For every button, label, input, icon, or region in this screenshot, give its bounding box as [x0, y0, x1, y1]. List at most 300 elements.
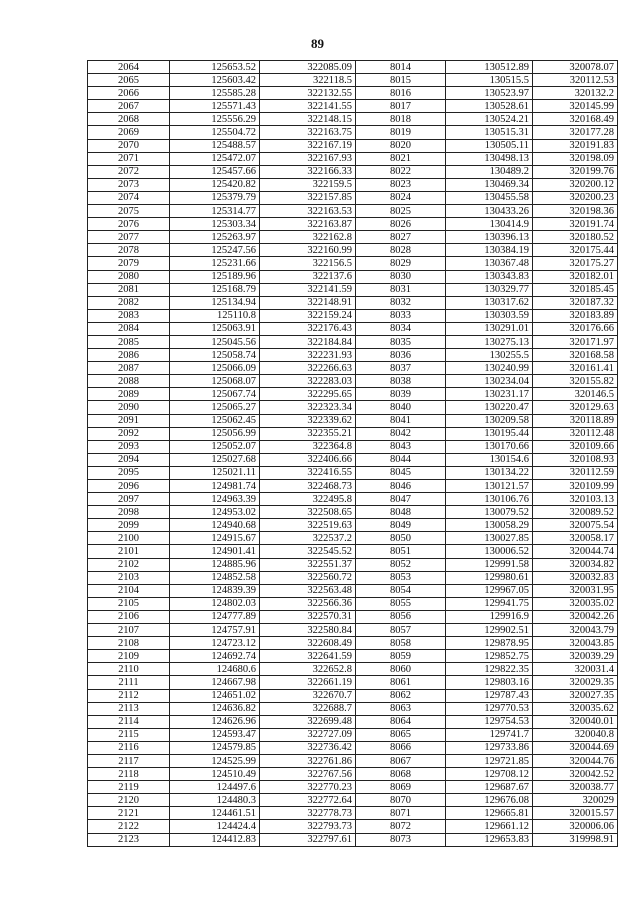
- table-cell-y-coordinate: 320168.58: [533, 349, 618, 362]
- table-row: [88, 191, 618, 204]
- table-cell-x-coordinate: 129741.7: [446, 728, 533, 741]
- table-cell-y-coordinate: 322652.8: [260, 663, 356, 676]
- table-cell-point-number: 8025: [356, 205, 446, 218]
- table-cell-y-coordinate: 320112.53: [533, 74, 618, 87]
- table-cell-y-coordinate: 322163.75: [260, 126, 356, 139]
- table-cell-x-coordinate: 124723.12: [170, 637, 260, 650]
- table-cell-y-coordinate: 320198.09: [533, 152, 618, 165]
- table-cell-point-number: 8048: [356, 506, 446, 519]
- table-cell-x-coordinate: 124651.02: [170, 689, 260, 702]
- table-row: [88, 440, 618, 453]
- table-cell-y-coordinate: 322163.87: [260, 218, 356, 231]
- table-cell-x-coordinate: 125134.94: [170, 296, 260, 309]
- table-cell-x-coordinate: 129754.53: [446, 715, 533, 728]
- table-cell-y-coordinate: 320044.69: [533, 741, 618, 754]
- table-cell-y-coordinate: 320044.76: [533, 754, 618, 767]
- table-cell-x-coordinate: 124636.82: [170, 702, 260, 715]
- table-cell-point-number: 2087: [88, 362, 170, 375]
- table-cell-x-coordinate: 129787.43: [446, 689, 533, 702]
- table-row: [88, 61, 618, 74]
- table-cell-point-number: 8063: [356, 702, 446, 715]
- table-row: [88, 178, 618, 191]
- table-cell-y-coordinate: 320029.35: [533, 676, 618, 689]
- table-cell-point-number: 8029: [356, 257, 446, 270]
- table-cell-y-coordinate: 320145.99: [533, 100, 618, 113]
- table-cell-x-coordinate: 124680.6: [170, 663, 260, 676]
- table-cell-y-coordinate: 322563.48: [260, 584, 356, 597]
- table-cell-y-coordinate: 322537.2: [260, 532, 356, 545]
- table-row: [88, 728, 618, 741]
- table-cell-y-coordinate: 322566.36: [260, 597, 356, 610]
- table-cell-y-coordinate: 322608.49: [260, 637, 356, 650]
- table-cell-y-coordinate: 322167.93: [260, 152, 356, 165]
- table-cell-x-coordinate: 124777.89: [170, 610, 260, 623]
- table-cell-y-coordinate: 322778.73: [260, 807, 356, 820]
- table-cell-y-coordinate: 322797.61: [260, 833, 356, 846]
- table-row: [88, 702, 618, 715]
- table-cell-x-coordinate: 129665.81: [446, 807, 533, 820]
- table-row: [88, 126, 618, 139]
- table-cell-x-coordinate: 130528.61: [446, 100, 533, 113]
- table-cell-x-coordinate: 124667.98: [170, 676, 260, 689]
- table-cell-x-coordinate: 130498.13: [446, 152, 533, 165]
- table-cell-y-coordinate: 320146.5: [533, 388, 618, 401]
- table-cell-x-coordinate: 129687.67: [446, 781, 533, 794]
- table-row: [88, 624, 618, 637]
- table-cell-y-coordinate: 320058.17: [533, 532, 618, 545]
- table-cell-point-number: 2072: [88, 165, 170, 178]
- table-cell-y-coordinate: 320038.77: [533, 781, 618, 794]
- table-cell-x-coordinate: 125021.11: [170, 466, 260, 479]
- table-cell-x-coordinate: 130433.26: [446, 205, 533, 218]
- table-cell-point-number: 8046: [356, 480, 446, 493]
- table-cell-y-coordinate: 322772.64: [260, 794, 356, 807]
- table-row: [88, 794, 618, 807]
- table-cell-x-coordinate: 124852.58: [170, 571, 260, 584]
- table-cell-x-coordinate: 125571.43: [170, 100, 260, 113]
- table-cell-x-coordinate: 124579.85: [170, 741, 260, 754]
- table-cell-point-number: 8019: [356, 126, 446, 139]
- table-cell-point-number: 2096: [88, 480, 170, 493]
- table-row: [88, 257, 618, 270]
- table-cell-point-number: 2074: [88, 191, 170, 204]
- table-cell-x-coordinate: 124692.74: [170, 650, 260, 663]
- table-cell-point-number: 8056: [356, 610, 446, 623]
- table-cell-point-number: 8037: [356, 362, 446, 375]
- table-cell-point-number: 8070: [356, 794, 446, 807]
- table-cell-x-coordinate: 129708.12: [446, 768, 533, 781]
- table-cell-y-coordinate: 322167.19: [260, 139, 356, 152]
- table-cell-point-number: 8049: [356, 519, 446, 532]
- table-cell-point-number: 8065: [356, 728, 446, 741]
- table-cell-point-number: 2085: [88, 335, 170, 348]
- table-cell-point-number: 8072: [356, 820, 446, 833]
- table-cell-point-number: 8031: [356, 283, 446, 296]
- table-cell-point-number: 2104: [88, 584, 170, 597]
- table-cell-x-coordinate: 130396.13: [446, 231, 533, 244]
- table-cell-x-coordinate: 125065.27: [170, 401, 260, 414]
- table-cell-y-coordinate: 320078.07: [533, 61, 618, 74]
- table-row: [88, 165, 618, 178]
- table-row: [88, 558, 618, 571]
- table-cell-point-number: 2120: [88, 794, 170, 807]
- table-cell-y-coordinate: 322163.53: [260, 205, 356, 218]
- table-cell-y-coordinate: 322355.21: [260, 427, 356, 440]
- table-cell-x-coordinate: 124510.49: [170, 768, 260, 781]
- table-cell-point-number: 8018: [356, 113, 446, 126]
- table-cell-point-number: 8022: [356, 165, 446, 178]
- table-row: [88, 571, 618, 584]
- table-cell-point-number: 8054: [356, 584, 446, 597]
- table-row: [88, 322, 618, 335]
- table-cell-y-coordinate: 322283.03: [260, 375, 356, 388]
- table-cell-point-number: 2108: [88, 637, 170, 650]
- table-cell-x-coordinate: 130240.99: [446, 362, 533, 375]
- table-cell-point-number: 8041: [356, 414, 446, 427]
- table-cell-x-coordinate: 125068.07: [170, 375, 260, 388]
- table-cell-point-number: 8062: [356, 689, 446, 702]
- table-cell-x-coordinate: 124963.39: [170, 493, 260, 506]
- table-cell-y-coordinate: 322118.5: [260, 74, 356, 87]
- table-cell-point-number: 2086: [88, 349, 170, 362]
- table-cell-point-number: 8043: [356, 440, 446, 453]
- table-cell-y-coordinate: 322085.09: [260, 61, 356, 74]
- table-cell-point-number: 2119: [88, 781, 170, 794]
- table-cell-y-coordinate: 322323.34: [260, 401, 356, 414]
- table-cell-y-coordinate: 322560.72: [260, 571, 356, 584]
- table-cell-point-number: 8051: [356, 545, 446, 558]
- table-cell-x-coordinate: 129653.83: [446, 833, 533, 846]
- table-cell-y-coordinate: 322406.66: [260, 453, 356, 466]
- table-cell-y-coordinate: 320132.2: [533, 87, 618, 100]
- table-cell-x-coordinate: 130515.31: [446, 126, 533, 139]
- table-cell-y-coordinate: 320109.99: [533, 480, 618, 493]
- table-cell-point-number: 2081: [88, 283, 170, 296]
- table-row: [88, 309, 618, 322]
- table-cell-y-coordinate: 320185.45: [533, 283, 618, 296]
- table-cell-point-number: 8055: [356, 597, 446, 610]
- table-cell-point-number: 2118: [88, 768, 170, 781]
- table-cell-y-coordinate: 320089.52: [533, 506, 618, 519]
- table-cell-x-coordinate: 125603.42: [170, 74, 260, 87]
- table-row: [88, 427, 618, 440]
- table-cell-point-number: 2080: [88, 270, 170, 283]
- table-cell-y-coordinate: 320175.44: [533, 244, 618, 257]
- table-cell-y-coordinate: 320032.83: [533, 571, 618, 584]
- table-row: [88, 74, 618, 87]
- table-cell-y-coordinate: 322159.5: [260, 178, 356, 191]
- table-cell-point-number: 2110: [88, 663, 170, 676]
- table-cell-y-coordinate: 320040.01: [533, 715, 618, 728]
- table-cell-point-number: 2077: [88, 231, 170, 244]
- table-cell-x-coordinate: 125472.07: [170, 152, 260, 165]
- table-cell-y-coordinate: 322231.93: [260, 349, 356, 362]
- table-cell-x-coordinate: 129991.58: [446, 558, 533, 571]
- table-cell-x-coordinate: 130255.5: [446, 349, 533, 362]
- table-cell-x-coordinate: 130469.34: [446, 178, 533, 191]
- table-cell-point-number: 2075: [88, 205, 170, 218]
- table-cell-y-coordinate: 322159.24: [260, 309, 356, 322]
- table-cell-y-coordinate: 319998.91: [533, 833, 618, 846]
- table-row: [88, 218, 618, 231]
- table-cell-point-number: 8017: [356, 100, 446, 113]
- table-row: [88, 833, 618, 846]
- table-cell-x-coordinate: 130079.52: [446, 506, 533, 519]
- table-cell-y-coordinate: 320198.36: [533, 205, 618, 218]
- table-cell-y-coordinate: 322551.37: [260, 558, 356, 571]
- table-cell-y-coordinate: 320200.23: [533, 191, 618, 204]
- table-cell-x-coordinate: 125168.79: [170, 283, 260, 296]
- table-cell-point-number: 8016: [356, 87, 446, 100]
- table-cell-x-coordinate: 124412.83: [170, 833, 260, 846]
- table-cell-x-coordinate: 124839.39: [170, 584, 260, 597]
- table-cell-x-coordinate: 125062.45: [170, 414, 260, 427]
- table-cell-x-coordinate: 129852.75: [446, 650, 533, 663]
- table-cell-y-coordinate: 322508.65: [260, 506, 356, 519]
- table-cell-point-number: 8042: [356, 427, 446, 440]
- table-cell-y-coordinate: 320042.52: [533, 768, 618, 781]
- table-cell-y-coordinate: 320118.89: [533, 414, 618, 427]
- table-cell-x-coordinate: 130505.11: [446, 139, 533, 152]
- table-cell-point-number: 8068: [356, 768, 446, 781]
- table-cell-x-coordinate: 129803.16: [446, 676, 533, 689]
- table-cell-y-coordinate: 320075.54: [533, 519, 618, 532]
- table-row: [88, 807, 618, 820]
- table-cell-point-number: 8039: [356, 388, 446, 401]
- table-cell-y-coordinate: 320108.93: [533, 453, 618, 466]
- table-cell-y-coordinate: 322793.73: [260, 820, 356, 833]
- table-cell-point-number: 8035: [356, 335, 446, 348]
- table-row: [88, 87, 618, 100]
- page-number: 89: [311, 36, 324, 51]
- table-row: [88, 676, 618, 689]
- table-cell-x-coordinate: 125231.66: [170, 257, 260, 270]
- table-cell-x-coordinate: 130121.57: [446, 480, 533, 493]
- table-cell-point-number: 8020: [356, 139, 446, 152]
- table-cell-point-number: 2107: [88, 624, 170, 637]
- table-cell-y-coordinate: 320040.8: [533, 728, 618, 741]
- table-row: [88, 597, 618, 610]
- table-cell-point-number: 8032: [356, 296, 446, 309]
- table-cell-y-coordinate: 322295.65: [260, 388, 356, 401]
- table-cell-y-coordinate: 320171.97: [533, 335, 618, 348]
- table-cell-x-coordinate: 130317.62: [446, 296, 533, 309]
- table-cell-y-coordinate: 320155.82: [533, 375, 618, 388]
- table-cell-point-number: 8057: [356, 624, 446, 637]
- table-cell-y-coordinate: 322727.09: [260, 728, 356, 741]
- table-cell-point-number: 2093: [88, 440, 170, 453]
- table-cell-x-coordinate: 130515.5: [446, 74, 533, 87]
- table-cell-x-coordinate: 124757.91: [170, 624, 260, 637]
- table-row: [88, 414, 618, 427]
- table-cell-point-number: 8027: [356, 231, 446, 244]
- table-cell-x-coordinate: 124461.51: [170, 807, 260, 820]
- table-row: [88, 270, 618, 283]
- table-cell-point-number: 8067: [356, 754, 446, 767]
- table-cell-y-coordinate: 320044.74: [533, 545, 618, 558]
- table-cell-x-coordinate: 129733.86: [446, 741, 533, 754]
- table-row: [88, 493, 618, 506]
- table-cell-x-coordinate: 124480.3: [170, 794, 260, 807]
- table-cell-x-coordinate: 130512.89: [446, 61, 533, 74]
- table-cell-x-coordinate: 125063.91: [170, 322, 260, 335]
- table-cell-y-coordinate: 320035.62: [533, 702, 618, 715]
- table-cell-y-coordinate: 320112.48: [533, 427, 618, 440]
- table-cell-y-coordinate: 320035.02: [533, 597, 618, 610]
- table-cell-x-coordinate: 125653.52: [170, 61, 260, 74]
- table-cell-y-coordinate: 322160.99: [260, 244, 356, 257]
- table-cell-x-coordinate: 129967.05: [446, 584, 533, 597]
- table-row: [88, 152, 618, 165]
- table-cell-x-coordinate: 125314.77: [170, 205, 260, 218]
- table-cell-y-coordinate: 322519.63: [260, 519, 356, 532]
- table-cell-point-number: 2068: [88, 113, 170, 126]
- table-cell-x-coordinate: 130343.83: [446, 270, 533, 283]
- table-cell-point-number: 8052: [356, 558, 446, 571]
- table-cell-y-coordinate: 322570.31: [260, 610, 356, 623]
- table-cell-point-number: 2067: [88, 100, 170, 113]
- table-cell-x-coordinate: 124497.6: [170, 781, 260, 794]
- table-cell-x-coordinate: 125056.99: [170, 427, 260, 440]
- table-cell-y-coordinate: 320109.66: [533, 440, 618, 453]
- table-cell-y-coordinate: 320180.52: [533, 231, 618, 244]
- table-cell-y-coordinate: 320175.27: [533, 257, 618, 270]
- table-row: [88, 231, 618, 244]
- table-cell-x-coordinate: 129878.95: [446, 637, 533, 650]
- table-cell-y-coordinate: 322137.6: [260, 270, 356, 283]
- table-cell-y-coordinate: 322468.73: [260, 480, 356, 493]
- table-cell-x-coordinate: 130275.13: [446, 335, 533, 348]
- table-cell-x-coordinate: 130231.17: [446, 388, 533, 401]
- table-row: [88, 375, 618, 388]
- coordinates-table-body: [88, 61, 618, 847]
- table-cell-x-coordinate: 130489.2: [446, 165, 533, 178]
- table-cell-y-coordinate: 322176.43: [260, 322, 356, 335]
- table-cell-y-coordinate: 320187.32: [533, 296, 618, 309]
- table-cell-x-coordinate: 125488.57: [170, 139, 260, 152]
- table-cell-point-number: 8015: [356, 74, 446, 87]
- table-cell-point-number: 8066: [356, 741, 446, 754]
- table-cell-x-coordinate: 130303.59: [446, 309, 533, 322]
- table-cell-y-coordinate: 322148.15: [260, 113, 356, 126]
- table-cell-x-coordinate: 130524.21: [446, 113, 533, 126]
- table-cell-point-number: 8040: [356, 401, 446, 414]
- table-cell-x-coordinate: 129941.75: [446, 597, 533, 610]
- table-cell-y-coordinate: 322770.23: [260, 781, 356, 794]
- table-cell-point-number: 2113: [88, 702, 170, 715]
- table-cell-y-coordinate: 322661.19: [260, 676, 356, 689]
- table-row: [88, 781, 618, 794]
- table-cell-x-coordinate: 124885.96: [170, 558, 260, 571]
- table-row: [88, 650, 618, 663]
- table-cell-x-coordinate: 125457.66: [170, 165, 260, 178]
- table-cell-y-coordinate: 320043.79: [533, 624, 618, 637]
- table-cell-point-number: 2101: [88, 545, 170, 558]
- table-row: [88, 205, 618, 218]
- table-row: [88, 244, 618, 257]
- table-cell-x-coordinate: 129770.53: [446, 702, 533, 715]
- table-cell-y-coordinate: 320129.63: [533, 401, 618, 414]
- table-cell-point-number: 2121: [88, 807, 170, 820]
- table-cell-point-number: 8024: [356, 191, 446, 204]
- table-cell-point-number: 8038: [356, 375, 446, 388]
- table-cell-point-number: 2073: [88, 178, 170, 191]
- table-cell-point-number: 8047: [356, 493, 446, 506]
- table-cell-x-coordinate: 124626.96: [170, 715, 260, 728]
- table-row: [88, 466, 618, 479]
- table-cell-x-coordinate: 129822.35: [446, 663, 533, 676]
- table-cell-y-coordinate: 322166.33: [260, 165, 356, 178]
- table-cell-x-coordinate: 124525.99: [170, 754, 260, 767]
- table-cell-x-coordinate: 130455.58: [446, 191, 533, 204]
- table-cell-point-number: 2098: [88, 506, 170, 519]
- table-cell-y-coordinate: 320183.89: [533, 309, 618, 322]
- table-cell-point-number: 2117: [88, 754, 170, 767]
- table-cell-x-coordinate: 130195.44: [446, 427, 533, 440]
- table-row: [88, 768, 618, 781]
- table-cell-point-number: 2094: [88, 453, 170, 466]
- table-cell-x-coordinate: 125045.56: [170, 335, 260, 348]
- table-cell-y-coordinate: 320034.82: [533, 558, 618, 571]
- table-cell-x-coordinate: 124981.74: [170, 480, 260, 493]
- table-cell-point-number: 8021: [356, 152, 446, 165]
- table-cell-y-coordinate: 322767.56: [260, 768, 356, 781]
- table-cell-y-coordinate: 322162.8: [260, 231, 356, 244]
- table-cell-x-coordinate: 124593.47: [170, 728, 260, 741]
- table-row: [88, 545, 618, 558]
- table-cell-x-coordinate: 124940.68: [170, 519, 260, 532]
- table-cell-point-number: 8064: [356, 715, 446, 728]
- table-cell-y-coordinate: 322670.7: [260, 689, 356, 702]
- table-cell-point-number: 8045: [356, 466, 446, 479]
- table-cell-point-number: 8028: [356, 244, 446, 257]
- table-cell-x-coordinate: 130106.76: [446, 493, 533, 506]
- table-cell-point-number: 2079: [88, 257, 170, 270]
- table-cell-x-coordinate: 125066.09: [170, 362, 260, 375]
- table-row: [88, 754, 618, 767]
- table-cell-point-number: 2076: [88, 218, 170, 231]
- table-row: [88, 519, 618, 532]
- table-cell-y-coordinate: 320168.49: [533, 113, 618, 126]
- table-row: [88, 506, 618, 519]
- table-cell-point-number: 2103: [88, 571, 170, 584]
- table-cell-y-coordinate: 322156.5: [260, 257, 356, 270]
- table-cell-point-number: 2066: [88, 87, 170, 100]
- table-cell-y-coordinate: 322495.8: [260, 493, 356, 506]
- table-cell-y-coordinate: 320029: [533, 794, 618, 807]
- table-cell-x-coordinate: 125027.68: [170, 453, 260, 466]
- table-row: [88, 362, 618, 375]
- table-cell-point-number: 2112: [88, 689, 170, 702]
- table-row: [88, 741, 618, 754]
- table-cell-x-coordinate: 125247.56: [170, 244, 260, 257]
- table-cell-y-coordinate: 322141.55: [260, 100, 356, 113]
- table-cell-y-coordinate: 320031.95: [533, 584, 618, 597]
- table-row: [88, 689, 618, 702]
- table-cell-y-coordinate: 322545.52: [260, 545, 356, 558]
- table-cell-point-number: 8071: [356, 807, 446, 820]
- table-cell-x-coordinate: 125379.79: [170, 191, 260, 204]
- table-cell-x-coordinate: 130006.52: [446, 545, 533, 558]
- table-cell-x-coordinate: 124802.03: [170, 597, 260, 610]
- table-cell-x-coordinate: 129661.12: [446, 820, 533, 833]
- table-row: [88, 296, 618, 309]
- table-cell-point-number: 2114: [88, 715, 170, 728]
- table-row: [88, 349, 618, 362]
- table-cell-y-coordinate: 322132.55: [260, 87, 356, 100]
- table-cell-x-coordinate: 125052.07: [170, 440, 260, 453]
- table-cell-x-coordinate: 130291.01: [446, 322, 533, 335]
